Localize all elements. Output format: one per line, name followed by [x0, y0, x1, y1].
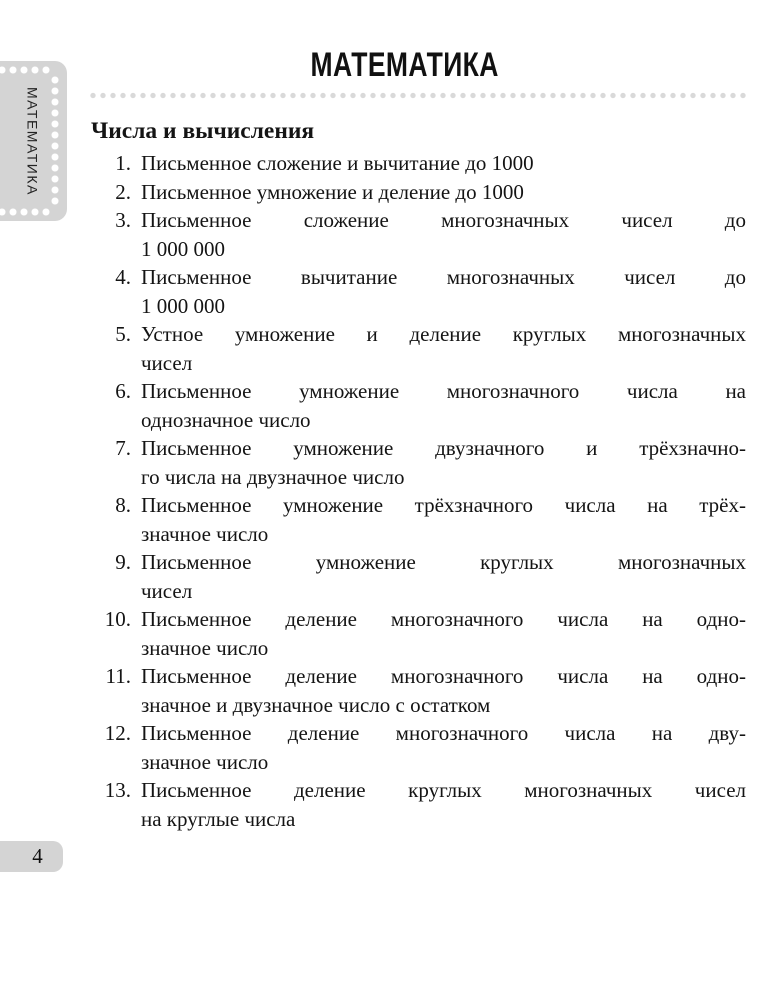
item-text: [141, 206, 746, 263]
list-item: [90, 149, 746, 178]
list-item: [90, 719, 746, 776]
item-number: 10.: [104, 607, 131, 631]
item-text: [141, 434, 746, 491]
item-number: 7.: [115, 436, 131, 460]
list-item: [90, 605, 746, 662]
item-text-line: чисел: [141, 350, 193, 375]
list-item: [90, 263, 746, 320]
item-text: [141, 178, 746, 207]
item-text: [141, 719, 746, 776]
item-text-line: Письменное вычитание многозначных чисел до: [141, 265, 746, 289]
item-text: [141, 776, 746, 833]
item-text: [141, 491, 746, 548]
item-text: [141, 263, 746, 320]
dotted-separator: [90, 92, 746, 99]
item-number: 1.: [115, 151, 131, 175]
item-text-line: Письменное деление многозначного числа на одно-: [141, 607, 746, 631]
item-text-line: Письменное умножение круглых многозначных: [141, 550, 746, 574]
item-text: [141, 662, 746, 719]
item-text-line: Письменное сложение и вычитание до 1000: [141, 151, 534, 175]
item-number: 3.: [115, 208, 131, 232]
list-item: [90, 776, 746, 833]
side-tab-mathematics: [0, 61, 67, 221]
list-item: [90, 491, 746, 548]
topic-list: [90, 149, 746, 833]
side-tab-label: МАТЕМАТИКА: [24, 86, 41, 196]
list-item: [90, 206, 746, 263]
item-text-line: 1 000 000: [141, 236, 225, 261]
page-number-badge: [0, 841, 63, 872]
item-text-line: значное число: [141, 521, 269, 546]
item-number: 9.: [115, 550, 131, 574]
item-text-line: 1 000 000: [141, 293, 225, 318]
item-number: 12.: [104, 721, 131, 745]
item-text: [141, 548, 746, 605]
item-text-line: на круглые числа: [141, 806, 296, 831]
list-item: [90, 434, 746, 491]
item-number: 13.: [104, 778, 131, 802]
item-text: [141, 605, 746, 662]
item-text: [141, 320, 746, 377]
item-text-line: Письменное умножение трёхзначного числа на трёх-: [141, 493, 746, 517]
item-text: [141, 149, 746, 178]
item-text-line: значное и двузначное число с остатком: [141, 692, 491, 717]
item-text-line: Письменное деление круглых многозначных чисел: [141, 778, 746, 802]
list-item: [90, 178, 746, 207]
item-number: 11.: [105, 664, 131, 688]
item-text-line: Письменное умножение и деление до 1000: [141, 179, 524, 204]
item-text-line: Письменное умножение двузначного и трёхзначно-: [141, 436, 746, 460]
page-title-text: МАТЕМАТИКА: [310, 46, 500, 84]
item-number: 5.: [115, 322, 131, 346]
list-item: [90, 377, 746, 434]
item-text-line: чисел: [141, 578, 193, 603]
item-number: 4.: [115, 265, 131, 289]
list-item: [90, 320, 746, 377]
page-number: 4: [32, 844, 43, 868]
item-number: 2.: [115, 179, 131, 204]
content-column: [90, 45, 746, 833]
item-text-line: значное число: [141, 635, 269, 660]
item-text: [141, 377, 746, 434]
section-heading: Числа и вычисления: [91, 118, 315, 144]
item-text-line: Письменное деление многозначного числа на дву-: [141, 721, 746, 745]
page-title: [90, 45, 720, 85]
item-number: 8.: [115, 493, 131, 517]
item-text-line: Письменное сложение многозначных чисел до: [141, 208, 746, 232]
item-text-line: Письменное умножение многозначного числа на: [141, 379, 746, 403]
item-text-line: значное число: [141, 749, 269, 774]
list-item: [90, 662, 746, 719]
list-item: [90, 548, 746, 605]
item-text-line: го числа на двузначное число: [141, 464, 405, 489]
item-text-line: однозначное число: [141, 407, 311, 432]
perforation-dots-right-icon: [51, 76, 59, 206]
item-text-line: Устное умножение и деление круглых многозначных: [141, 322, 746, 346]
item-number: 6.: [115, 379, 131, 403]
item-text-line: Письменное деление многозначного числа на одно-: [141, 664, 746, 688]
